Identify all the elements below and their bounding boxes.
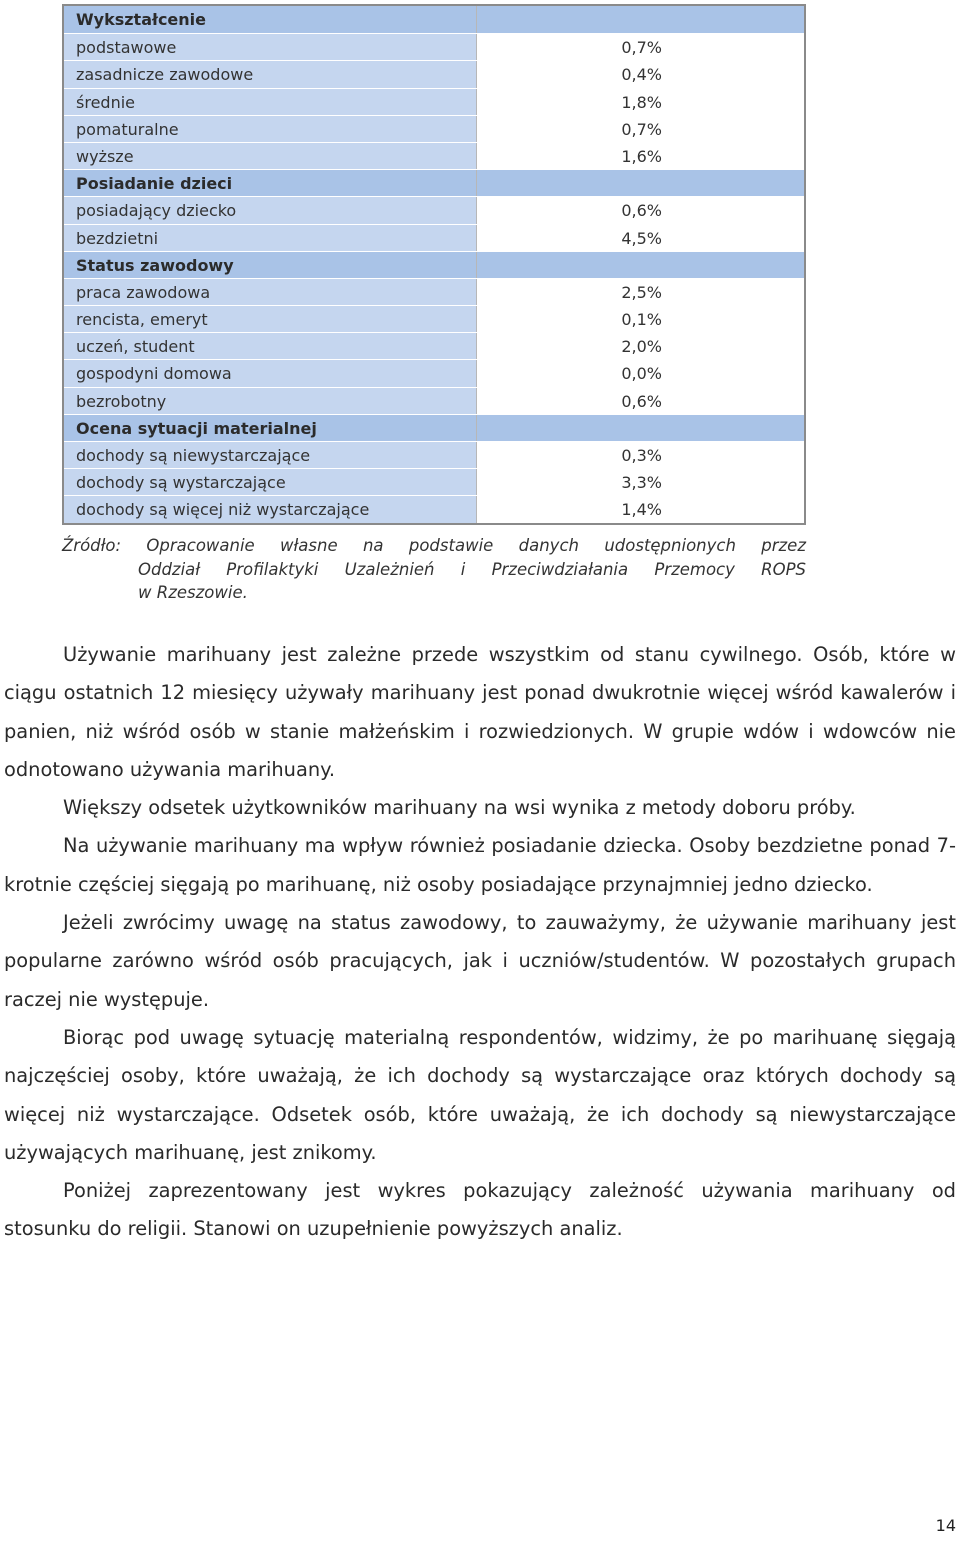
paragraph-rural-sample: Większy odsetek użytkowników marihuany na wsi wynika z metody doboru próby.	[63, 796, 856, 820]
row-label: Ocena sytuacji materialnej	[64, 415, 476, 441]
row-label: średnie	[64, 89, 476, 115]
statistics-table	[62, 4, 806, 525]
row-label: zasadnicze zawodowe	[64, 61, 476, 87]
row-value: 0,7%	[476, 34, 804, 60]
row-label: praca zawodowa	[64, 279, 476, 305]
table-row	[64, 387, 804, 414]
table-row	[64, 305, 804, 332]
table-row	[64, 60, 804, 87]
row-label: Wykształcenie	[64, 6, 476, 33]
table-row	[64, 359, 804, 386]
table-row	[64, 142, 804, 169]
table-row	[64, 115, 804, 142]
table-section-header	[64, 169, 804, 196]
table-section-header	[64, 414, 804, 441]
table-row	[64, 33, 804, 60]
row-label: uczeń, student	[64, 333, 476, 359]
row-value: 1,6%	[476, 143, 804, 169]
row-value: 0,1%	[476, 306, 804, 332]
paragraph-children: Na używanie marihuany ma wpływ również posiadanie dziecka. Osoby bezdzietne ponad 7-krotnie częściej sięgają po marihuanę, niż osoby posiadające przynajmniej jedno dziecko.	[4, 834, 956, 896]
table-row	[64, 495, 804, 522]
paragraph-religion-chart-intro: Poniżej zaprezentowany jest wykres pokazujący zależność używania marihuany od stosunku do religii. Stanowi on uzupełnienie powyższych analiz.	[4, 1179, 956, 1241]
row-label: Posiadanie dzieci	[64, 170, 476, 196]
row-value: 0,7%	[476, 116, 804, 142]
body-text	[4, 636, 956, 1249]
table-row	[64, 88, 804, 115]
source-line-3: w Rzeszowie.	[138, 583, 248, 602]
paragraph-marital-status: Używanie marihuany jest zależne przede wszystkim od stanu cywilnego. Osób, które w ciągu ostatnich 12 miesięcy używały marihuany jest ponad dwukrotnie więcej wśród kawalerów i panien, niż wśród osób w stanie małżeńskim i rozwiedzionych. W grupie wdów i wdowców nie odnotowano używania marihuany.	[4, 643, 956, 781]
row-label: pomaturalne	[64, 116, 476, 142]
row-label: podstawowe	[64, 34, 476, 60]
page-number: 14	[935, 1516, 956, 1535]
row-value	[476, 252, 804, 278]
paragraph-material-situation: Biorąc pod uwagę sytuację materialną respondentów, widzimy, że po marihuanę sięgają najczęściej osoby, które uważają, że ich dochody są wystarczające oraz których dochody są więcej niż wystarczające. Odsetek osób, które uważają, że ich dochody są niewystarczające używających marihuanę, jest znikomy.	[4, 1025, 956, 1164]
row-value: 1,8%	[476, 89, 804, 115]
row-label: Status zawodowy	[64, 252, 476, 278]
table-row	[64, 278, 804, 305]
row-value: 0,0%	[476, 360, 804, 386]
row-value: 3,3%	[476, 469, 804, 495]
paragraph-employment: Jeżeli zwrócimy uwagę na status zawodowy, to zauważymy, że używanie marihuany jest popularne zarówno wśród osób pracujących, jak i uczniów/studentów. W pozostałych grupach raczej nie występuje.	[4, 911, 956, 1011]
row-label: dochody są więcej niż wystarczające	[64, 496, 476, 522]
row-value: 0,3%	[476, 442, 804, 468]
row-label: dochody są wystarczające	[64, 469, 476, 495]
row-label: posiadający dziecko	[64, 197, 476, 223]
row-value	[476, 415, 804, 441]
table-row	[64, 332, 804, 359]
source-line-2: Oddział Profilaktyki Uzależnień i Przeciwdziałania Przemocy ROPS	[138, 559, 806, 579]
table-body	[64, 6, 804, 523]
table-section-header	[64, 251, 804, 278]
table-row	[64, 441, 804, 468]
row-value: 1,4%	[476, 496, 804, 522]
table-row	[64, 224, 804, 251]
source-line-1: Źródło: Opracowanie własne na podstawie danych udostępnionych przez	[62, 536, 806, 555]
table-row	[64, 196, 804, 223]
row-value	[476, 6, 804, 33]
table-section-header	[64, 6, 804, 33]
row-value: 0,4%	[476, 61, 804, 87]
row-label: dochody są niewystarczające	[64, 442, 476, 468]
row-label: rencista, emeryt	[64, 306, 476, 332]
row-label: wyższe	[64, 143, 476, 169]
source-note	[62, 534, 806, 605]
row-value: 2,5%	[476, 279, 804, 305]
row-label: gospodyni domowa	[64, 360, 476, 386]
table-row	[64, 468, 804, 495]
row-label: bezdzietni	[64, 225, 476, 251]
row-label: bezrobotny	[64, 388, 476, 414]
row-value: 2,0%	[476, 333, 804, 359]
row-value: 0,6%	[476, 388, 804, 414]
row-value: 0,6%	[476, 197, 804, 223]
row-value	[476, 170, 804, 196]
row-value: 4,5%	[476, 225, 804, 251]
